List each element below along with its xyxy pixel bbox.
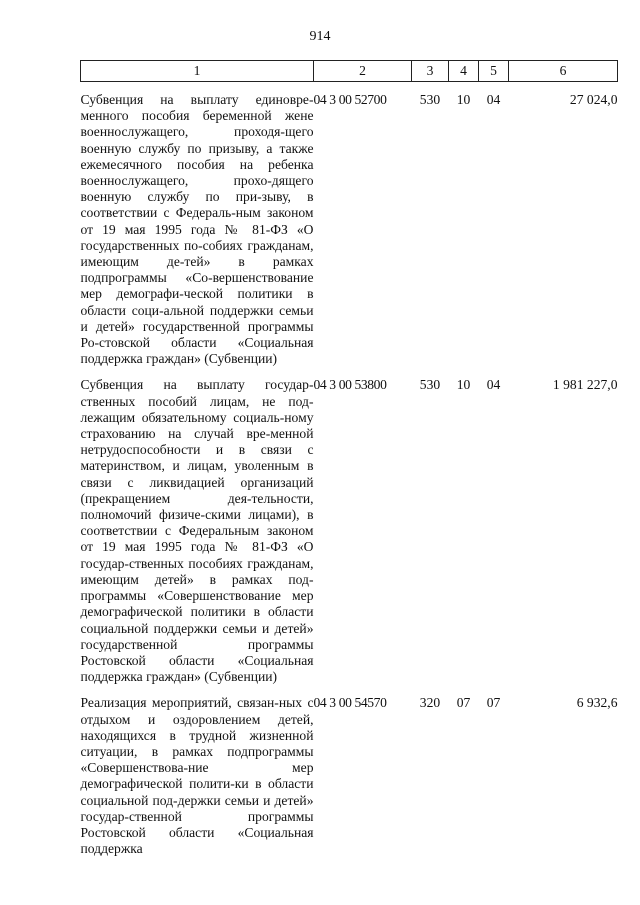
row-section: 10 <box>456 92 471 107</box>
row-description: Субвенция на выплату государ-ственных пособий лицам, не под-лежащим обязательному социаль-ному страхованию на случай вре-менной нетрудоспособности и в связи с материнством, и лицам, уволенным в связи с ликвидацией организаций (прекращением дея-тельности, полномочий физиче-скими лицами), в соответствии с Федеральным законом от 19 мая 1995 года № 81-ФЗ «О государ-ственных пособиях гражданам, имеющим детей» в рамках под-программы «Совершенствование мер демографической политики в области социальной поддержки семьи и детей» государственной программы Ростовской области «Социальная поддержка граждан» (Субвенции) <box>80 377 314 685</box>
column-header-3: 3 <box>412 61 449 82</box>
column-header-4: 4 <box>449 61 479 82</box>
table-row <box>81 695 618 857</box>
row-section: 10 <box>456 377 471 393</box>
column-header-6: 6 <box>509 61 618 82</box>
row-amount: 27 024,0 <box>569 92 618 107</box>
table-header-row <box>81 61 618 82</box>
row-subsection: 04 <box>486 92 501 107</box>
row-amount: 1 981 227,0 <box>552 377 618 393</box>
row-target-code: 04 3 00 54570 <box>313 695 387 711</box>
row-amount: 6 932,6 <box>576 695 618 711</box>
column-header-5: 5 <box>479 61 509 82</box>
row-target-code: 04 3 00 53800 <box>313 377 387 393</box>
row-expense-type: 530 <box>419 377 441 393</box>
row-expense-type: 320 <box>419 695 441 711</box>
column-header-1: 1 <box>81 61 314 82</box>
row-description: Реализация мероприятий, связан-ных с отдыхом и оздоровлением детей, находящихся в трудной жизненной ситуации, в рамках подпрограммы «Совершенствова-ние мер демографической полити-ки в области социальной под-держки семьи и детей» государ-ственной программы Ростовской области «Социальная поддержка <box>80 695 314 857</box>
row-description: Субвенция на выплату единовре-менного пособия беременной жене военнослужащего, проходя-щего военную службу по призыву, а также ежемесячного пособия на ребенка военнослужащего, прохо-дящего военную службу по при-зыву, в соответствии с Федераль-ным законом от 19 мая 1995 года № 81-ФЗ «О государственных по-собиях гражданам, имеющим де-тей» в рамках подпрограммы «Со-вершенствование мер демографи-ческой политики в области соци-альной поддержки семьи и детей» государственной программы Ро-стовской области «Социальная поддержка граждан» (Субвенции) <box>80 92 314 367</box>
table-row <box>81 92 618 367</box>
row-target-code: 04 3 00 52700 <box>313 92 387 107</box>
row-expense-type: 530 <box>419 92 441 107</box>
row-section: 07 <box>456 695 471 711</box>
row-subsection: 07 <box>486 695 501 711</box>
budget-table <box>80 60 618 857</box>
row-subsection: 04 <box>486 377 501 393</box>
column-header-2: 2 <box>314 61 412 82</box>
table-row <box>81 377 618 685</box>
page-number: 914 <box>309 29 331 44</box>
